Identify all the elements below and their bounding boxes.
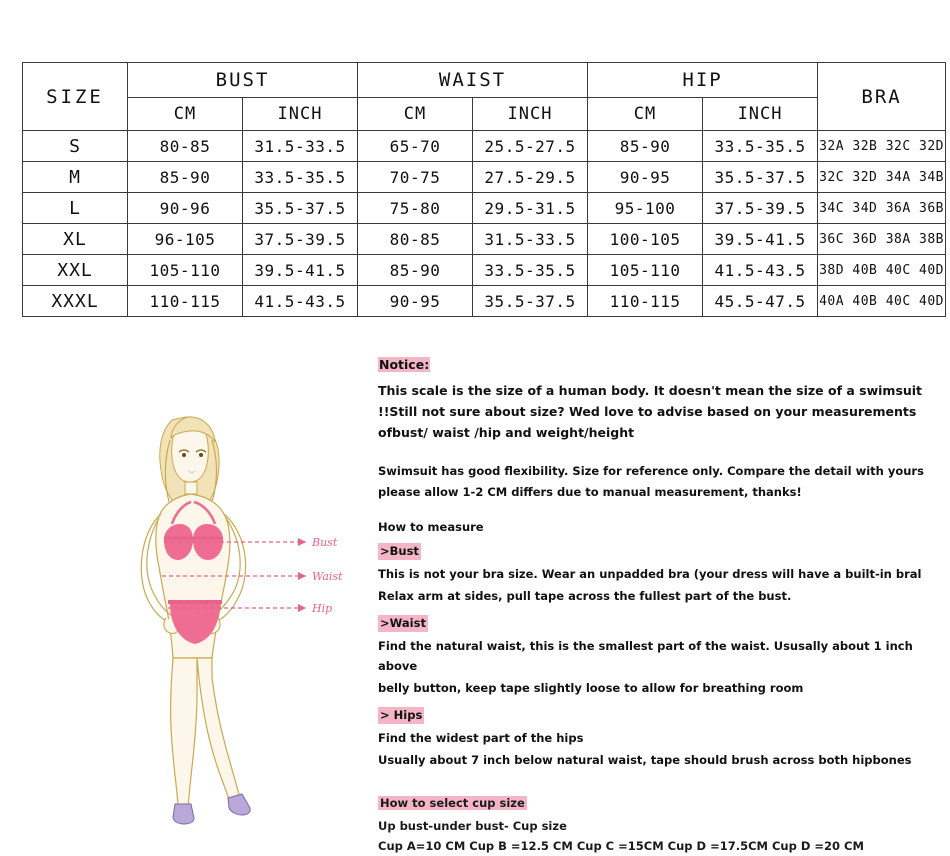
guide-text-column — [378, 354, 930, 856]
table-header-row-groups — [23, 63, 946, 98]
cell-hip-cm: 110-115 — [588, 286, 703, 317]
figure-label-waist: Waist — [312, 570, 343, 583]
cell-waist-cm: 65-70 — [358, 131, 473, 162]
cell-bra: 38D 40B 40C 40D — [818, 255, 946, 286]
cell-hip-cm: 85-90 — [588, 131, 703, 162]
waist-instruction-2: belly button, keep tape slightly loose to allow for breathing room — [378, 681, 804, 695]
cell-bra: 40A 40B 40C 40D — [818, 286, 946, 317]
cell-hip-inch: 35.5-37.5 — [703, 162, 818, 193]
cell-waist-cm: 75-80 — [358, 193, 473, 224]
cell-bust-inch: 39.5-41.5 — [243, 255, 358, 286]
table-row — [23, 286, 946, 317]
figure-label-hip: Hip — [312, 602, 333, 615]
table-row — [23, 255, 946, 286]
cell-bust-inch: 37.5-39.5 — [243, 224, 358, 255]
cell-bra: 32A 32B 32C 32D — [818, 131, 946, 162]
cell-bust-cm: 80-85 — [128, 131, 243, 162]
flexibility-note: Swimsuit has good flexibility. Size for reference only. Compare the detail with yours please allow 1-2 CM differs due to manual measurement, thanks! — [378, 464, 924, 499]
cell-size: XXL — [23, 255, 128, 286]
cell-hip-cm: 100-105 — [588, 224, 703, 255]
header-waist-inch: INCH — [473, 98, 588, 131]
cup-size-formula: Up bust-under bust- Cup size — [378, 819, 567, 833]
body-measurement-illustration — [60, 390, 360, 830]
cell-bust-inch: 31.5-33.5 — [243, 131, 358, 162]
waist-section-label: >Waist — [380, 616, 426, 630]
cup-size-values: Cup A=10 CM Cup B =12.5 CM Cup C =15CM Cup D =17.5CM Cup D =20 CM — [378, 839, 864, 853]
header-hip: HIP — [588, 63, 818, 98]
header-waist: WAIST — [358, 63, 588, 98]
cell-waist-inch: 27.5-29.5 — [473, 162, 588, 193]
cell-hip-cm: 90-95 — [588, 162, 703, 193]
cell-bra: 34C 34D 36A 36B — [818, 193, 946, 224]
cell-waist-inch: 31.5-33.5 — [473, 224, 588, 255]
cup-size-title: How to select cup size — [380, 796, 525, 810]
measurement-guide-section — [0, 330, 950, 853]
cell-hip-inch: 39.5-41.5 — [703, 224, 818, 255]
table-row — [23, 224, 946, 255]
cell-hip-cm: 95-100 — [588, 193, 703, 224]
header-bust: BUST — [128, 63, 358, 98]
header-size: SIZE — [23, 63, 128, 131]
cell-hip-inch: 37.5-39.5 — [703, 193, 818, 224]
figure-label-bust: Bust — [312, 536, 338, 549]
cell-hip-inch: 33.5-35.5 — [703, 131, 818, 162]
cell-hip-inch: 45.5-47.5 — [703, 286, 818, 317]
cell-size: M — [23, 162, 128, 193]
cell-size: L — [23, 193, 128, 224]
cell-waist-inch: 35.5-37.5 — [473, 286, 588, 317]
cell-bust-inch: 35.5-37.5 — [243, 193, 358, 224]
cell-waist-cm: 90-95 — [358, 286, 473, 317]
header-waist-cm: CM — [358, 98, 473, 131]
cell-bust-cm: 105-110 — [128, 255, 243, 286]
header-hip-inch: INCH — [703, 98, 818, 131]
cell-waist-inch: 29.5-31.5 — [473, 193, 588, 224]
notice-title: Notice: — [379, 357, 430, 372]
header-bust-cm: CM — [128, 98, 243, 131]
size-chart-table — [22, 62, 946, 317]
cell-bust-cm: 96-105 — [128, 224, 243, 255]
cell-bust-inch: 33.5-35.5 — [243, 162, 358, 193]
size-chart-table-container — [22, 62, 944, 317]
table-header-row-units — [23, 98, 946, 131]
notice-body: This scale is the size of a human body. It doesn't mean the size of a swimsuit !!Still not sure about size? Wed love to advise based on your measurements ofbust/ waist /hip and weight/height — [378, 383, 923, 440]
table-row — [23, 162, 946, 193]
cell-waist-cm: 70-75 — [358, 162, 473, 193]
bust-instruction-2: Relax arm at sides, pull tape across the fullest part of the bust. — [378, 589, 792, 603]
table-row — [23, 131, 946, 162]
cell-hip-cm: 105-110 — [588, 255, 703, 286]
cell-bra: 36C 36D 38A 38B — [818, 224, 946, 255]
header-bra: BRA — [818, 63, 946, 131]
cell-bust-cm: 110-115 — [128, 286, 243, 317]
header-hip-cm: CM — [588, 98, 703, 131]
cell-size: XL — [23, 224, 128, 255]
cell-hip-inch: 41.5-43.5 — [703, 255, 818, 286]
cell-bust-inch: 41.5-43.5 — [243, 286, 358, 317]
hips-section-label: > Hips — [380, 708, 423, 722]
cell-bust-cm: 85-90 — [128, 162, 243, 193]
hips-instruction-1: Find the widest part of the hips — [378, 731, 584, 745]
table-row — [23, 193, 946, 224]
bust-section-label: >Bust — [380, 544, 419, 558]
hips-instruction-2: Usually about 7 inch below natural waist, tape should brush across both hipbones — [378, 753, 912, 767]
cell-bust-cm: 90-96 — [128, 193, 243, 224]
cell-bra: 32C 32D 34A 34B — [818, 162, 946, 193]
cell-size: XXXL — [23, 286, 128, 317]
header-bust-inch: INCH — [243, 98, 358, 131]
bust-instruction-1: This is not your bra size. Wear an unpadded bra (your dress will have a built-in bral — [378, 567, 922, 581]
cell-waist-inch: 33.5-35.5 — [473, 255, 588, 286]
how-to-measure-title: How to measure — [378, 520, 484, 534]
cell-size: S — [23, 131, 128, 162]
cell-waist-cm: 80-85 — [358, 224, 473, 255]
cell-waist-cm: 85-90 — [358, 255, 473, 286]
cell-waist-inch: 25.5-27.5 — [473, 131, 588, 162]
cup-size-section — [378, 792, 930, 856]
waist-instruction-1: Find the natural waist, this is the smallest part of the waist. Ususally about 1 inch above — [378, 639, 913, 673]
